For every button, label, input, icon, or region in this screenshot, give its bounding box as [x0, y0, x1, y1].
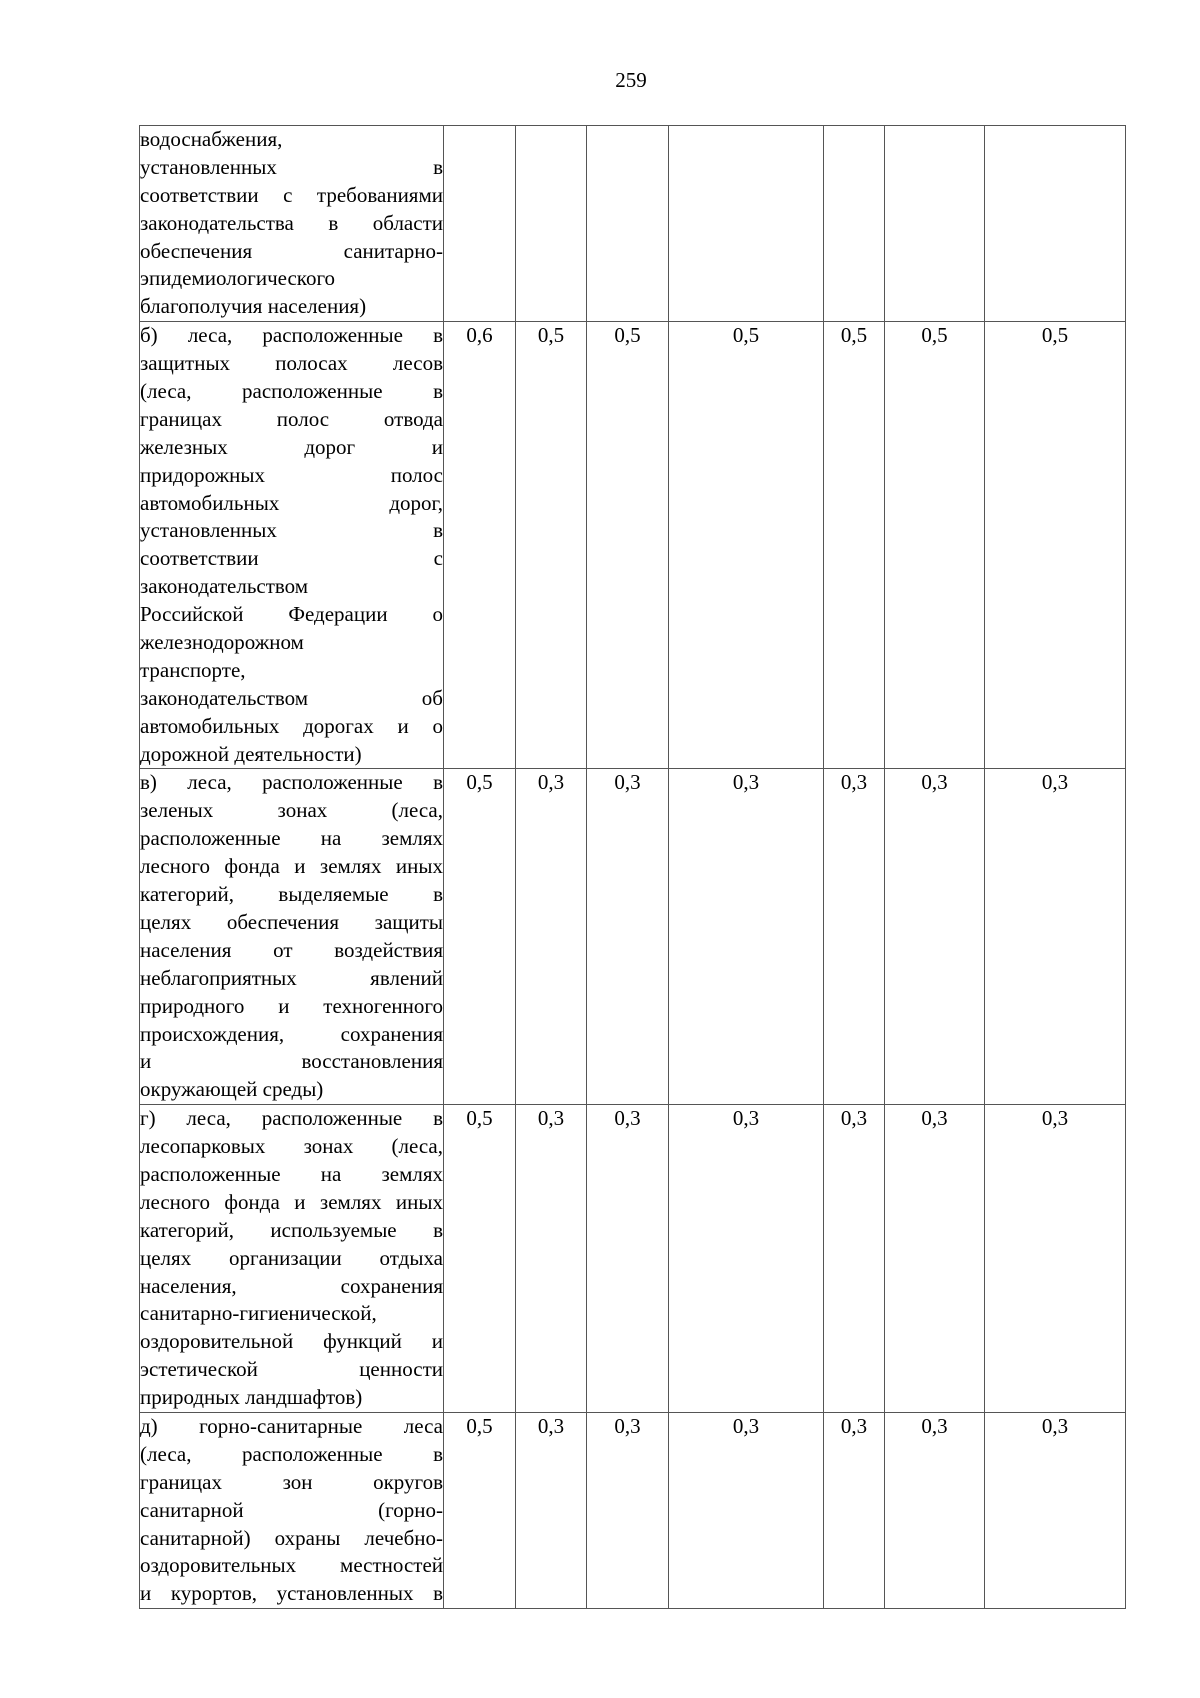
description-line: водоснабжения, [140, 127, 283, 151]
value-cell: 0,3 [587, 1412, 669, 1608]
description-line: оздоровительной функций и [140, 1329, 443, 1354]
description-line: железнодорожном [140, 630, 304, 655]
description-line: и курортов, установленных в [140, 1581, 443, 1606]
description-line: зеленых зонах (леса, [140, 798, 443, 823]
row-description-cell [140, 769, 444, 1105]
description-line: и восстановления [140, 1049, 443, 1074]
description-line: границах полос отвода [140, 406, 443, 431]
table-row [140, 126, 1126, 322]
value-cell: 0,5 [985, 322, 1126, 769]
description-line: автомобильных дорог, [140, 490, 443, 515]
description-line: благополучия населения) [140, 294, 367, 319]
value-cell: 0,3 [885, 769, 985, 1105]
description-line: границах зон округов [140, 1469, 443, 1494]
description-line: придорожных полос [140, 462, 443, 487]
value-cell: 0,5 [444, 769, 516, 1105]
value-cell: 0,3 [516, 1412, 587, 1608]
value-cell [824, 126, 885, 322]
row-description-cell [140, 126, 444, 322]
value-cell [669, 126, 824, 322]
row-description-cell [140, 322, 444, 769]
description-line: дорожной деятельности) [140, 741, 362, 766]
value-cell: 0,3 [985, 1412, 1126, 1608]
table-row [140, 1412, 1126, 1608]
value-cell: 0,5 [444, 1412, 516, 1608]
value-cell: 0,3 [824, 1105, 885, 1413]
table-row [140, 769, 1126, 1105]
description-line: законодательства в области [140, 210, 443, 235]
description-line: Российской Федерации о [140, 602, 443, 627]
description-line: соответствии с [140, 546, 443, 571]
page-number: 259 [615, 68, 647, 92]
description-line: лесопарковых зонах (леса, [140, 1134, 443, 1159]
description-line: защитных полосах лесов [140, 351, 443, 376]
value-cell [516, 126, 587, 322]
description-line: целях обеспечения защиты [140, 909, 443, 934]
description-line: б) леса, расположенные в [140, 323, 443, 348]
value-cell: 0,3 [669, 1105, 824, 1413]
description-line: расположенные на землях [140, 826, 443, 851]
description-line: санитарной (горно- [140, 1497, 443, 1522]
description-line: установленных в [140, 518, 443, 543]
value-cell: 0,3 [824, 1412, 885, 1608]
value-cell: 0,3 [669, 769, 824, 1105]
value-cell: 0,5 [824, 322, 885, 769]
description-line: г) леса, расположенные в [140, 1106, 443, 1131]
value-cell: 0,5 [516, 322, 587, 769]
description-line: эпидемиологического [140, 266, 336, 291]
value-cell [444, 126, 516, 322]
description-line: в) леса, расположенные в [140, 770, 443, 795]
row-description-cell [140, 1412, 444, 1608]
value-cell: 0,3 [587, 1105, 669, 1413]
description-line: железных дорог и [140, 434, 443, 459]
description-line: происхождения, сохранения [140, 1021, 443, 1046]
description-line: эстетической ценности [140, 1357, 443, 1382]
description-line: санитарной) охраны лечебно- [140, 1525, 443, 1550]
value-cell: 0,3 [669, 1412, 824, 1608]
description-line: автомобильных дорогах и о [140, 713, 443, 738]
value-cell: 0,3 [516, 1105, 587, 1413]
description-line: законодательством [140, 574, 309, 599]
description-line: природного и техногенного [140, 993, 443, 1018]
description-line: д) горно-санитарные леса [140, 1413, 443, 1438]
description-line: лесного фонда и землях иных [140, 1189, 443, 1214]
description-line: (леса, расположенные в [140, 379, 443, 404]
value-cell: 0,5 [444, 1105, 516, 1413]
description-line: категорий, выделяемые в [140, 882, 443, 907]
table-body [140, 126, 1126, 1609]
value-cell: 0,5 [587, 322, 669, 769]
description-line: законодательством об [140, 685, 443, 710]
value-cell: 0,3 [985, 1105, 1126, 1413]
value-cell: 0,5 [669, 322, 824, 769]
row-description-cell [140, 1105, 444, 1413]
table-row [140, 1105, 1126, 1413]
value-cell: 0,6 [444, 322, 516, 769]
description-line: населения, сохранения [140, 1273, 443, 1298]
value-cell: 0,3 [516, 769, 587, 1105]
description-line: санитарно-гигиенической, [140, 1301, 377, 1326]
description-line: транспорте, [140, 657, 246, 682]
description-line: целях организации отдыха [140, 1245, 443, 1270]
description-line: категорий, используемые в [140, 1217, 443, 1242]
description-line: (леса, расположенные в [140, 1441, 443, 1466]
table-row [140, 322, 1126, 769]
description-line: соответствии с требованиями [140, 182, 443, 207]
description-line: природных ландшафтов) [140, 1385, 363, 1410]
value-cell: 0,3 [885, 1105, 985, 1413]
description-line: лесного фонда и землях иных [140, 854, 443, 879]
tariff-table [139, 125, 1126, 1609]
description-line: обеспечения санитарно- [140, 238, 443, 263]
value-cell: 0,3 [885, 1412, 985, 1608]
value-cell [885, 126, 985, 322]
value-cell: 0,3 [985, 769, 1126, 1105]
description-line: окружающей среды) [140, 1077, 324, 1102]
description-line: оздоровительных местностей [140, 1553, 443, 1578]
description-line: установленных в [140, 154, 443, 179]
description-line: неблагоприятных явлений [140, 965, 443, 990]
value-cell: 0,3 [824, 769, 885, 1105]
value-cell: 0,3 [587, 769, 669, 1105]
value-cell [985, 126, 1126, 322]
value-cell [587, 126, 669, 322]
description-line: расположенные на землях [140, 1161, 443, 1186]
value-cell: 0,5 [885, 322, 985, 769]
description-line: населения от воздействия [140, 937, 443, 962]
